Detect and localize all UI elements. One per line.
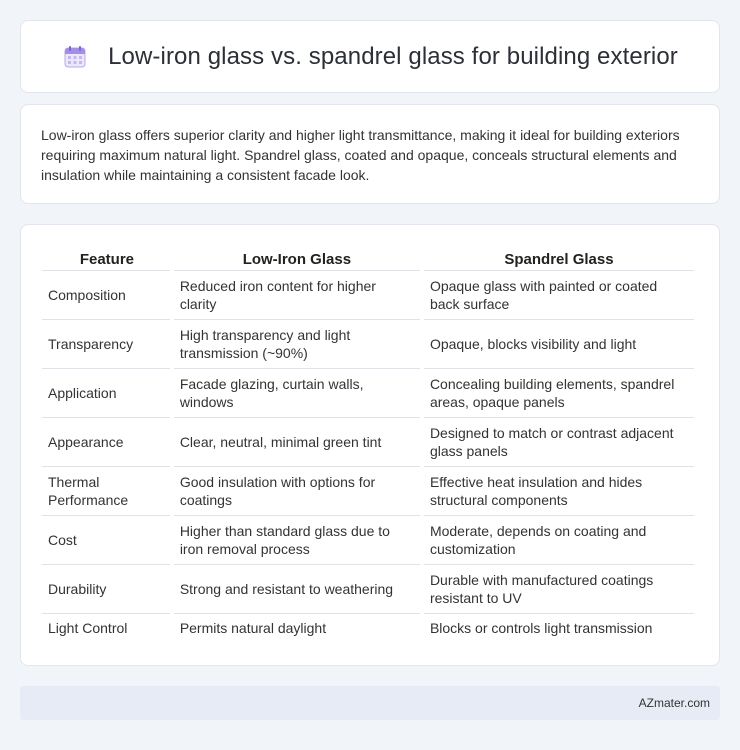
spandrel-cell: Opaque glass with painted or coated back surface (422, 270, 696, 319)
low-iron-cell: Strong and resistant to weathering (172, 564, 422, 613)
comparison-card (20, 224, 720, 666)
page-title: Low-iron glass vs. spandrel glass for building exterior (108, 42, 678, 70)
column-header-feature: Feature (42, 245, 172, 270)
spandrel-cell: Concealing building elements, spandrel areas, opaque panels (422, 368, 696, 417)
feature-cell: Transparency (42, 319, 172, 368)
feature-cell: Cost (42, 515, 172, 564)
feature-cell: Application (42, 368, 172, 417)
spandrel-cell: Blocks or controls light transmission (422, 613, 696, 643)
comparison-table (42, 245, 698, 643)
table-row (42, 466, 696, 515)
low-iron-cell: High transparency and light transmission (~90%) (172, 319, 422, 368)
table-row (42, 417, 696, 466)
calendar-icon (62, 44, 88, 70)
low-iron-cell: Permits natural daylight (172, 613, 422, 643)
feature-cell: Durability (42, 564, 172, 613)
footer-bar (20, 686, 720, 720)
footer-brand: AZmater.com (638, 696, 710, 710)
table-row (42, 368, 696, 417)
table-row (42, 613, 696, 643)
low-iron-cell: Good insulation with options for coatings (172, 466, 422, 515)
feature-cell: Composition (42, 270, 172, 319)
low-iron-cell: Higher than standard glass due to iron removal process (172, 515, 422, 564)
spandrel-cell: Durable with manufactured coatings resistant to UV (422, 564, 696, 613)
table-row (42, 515, 696, 564)
table-header-row (42, 245, 696, 270)
table-row (42, 270, 696, 319)
feature-cell: Light Control (42, 613, 172, 643)
low-iron-cell: Facade glazing, curtain walls, windows (172, 368, 422, 417)
column-header-low-iron: Low-Iron Glass (172, 245, 422, 270)
intro-paragraph: Low-iron glass offers superior clarity and higher light transmittance, making it ideal for building exteriors requiring maximum natural light. Spandrel glass, coated and opaque, conceals structural elements and insulation while maintaining a consistent facade look. (41, 127, 680, 183)
column-header-spandrel: Spandrel Glass (422, 245, 696, 270)
spandrel-cell: Opaque, blocks visibility and light (422, 319, 696, 368)
spandrel-cell: Effective heat insulation and hides structural components (422, 466, 696, 515)
spandrel-cell: Designed to match or contrast adjacent glass panels (422, 417, 696, 466)
feature-cell: Thermal Performance (42, 466, 172, 515)
intro-card (20, 104, 720, 204)
table-row (42, 564, 696, 613)
spandrel-cell: Moderate, depends on coating and customization (422, 515, 696, 564)
low-iron-cell: Reduced iron content for higher clarity (172, 270, 422, 319)
title-card (20, 20, 720, 93)
table-row (42, 319, 696, 368)
feature-cell: Appearance (42, 417, 172, 466)
low-iron-cell: Clear, neutral, minimal green tint (172, 417, 422, 466)
